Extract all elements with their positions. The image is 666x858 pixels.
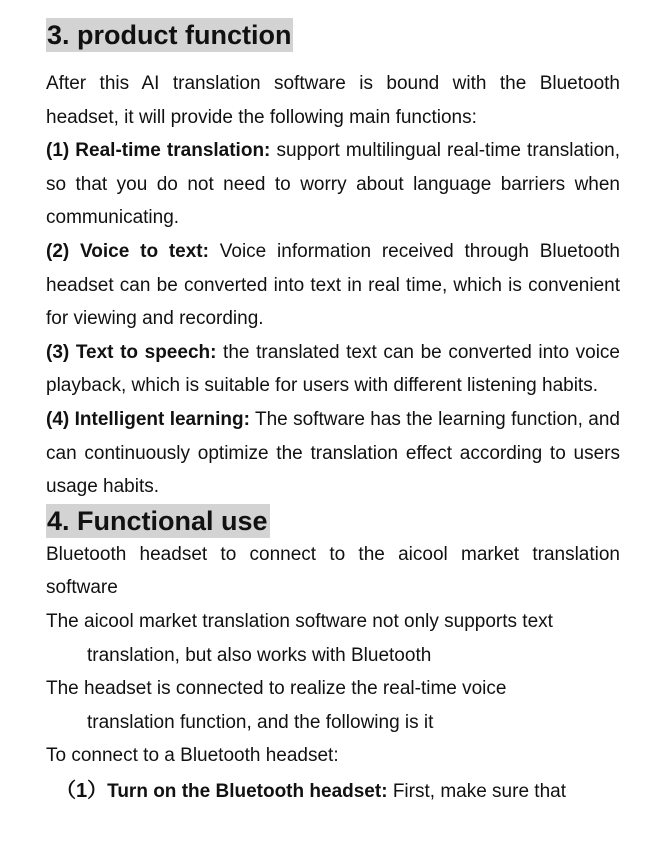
item-text: Voice information received through Bluetooth headset can be converted into text in real time, which is convenient for viewing and recording. — [46, 240, 621, 330]
paragraph-line: The headset is connected to realize the real-time voice — [46, 678, 507, 700]
function-item-intelligent-learning — [46, 403, 620, 504]
paragraph-line: The aicool market translation software not only supports text — [46, 610, 553, 632]
item-text: support multilingual real-time translation, so that you do not need to worry about language barriers when communicating. — [46, 140, 620, 229]
function-item-text-to-speech — [46, 336, 620, 403]
function-item-voice-to-text — [46, 235, 620, 336]
functional-use-paragraph-2 — [46, 605, 620, 672]
intro-paragraph: After this AI translation software is bound with the Bluetooth headset, it will provide the following main functions: — [46, 73, 620, 128]
step-label: Turn on the Bluetooth headset: — [107, 780, 388, 802]
functional-use-paragraph-3 — [46, 672, 620, 739]
step-1-turn-on-headset — [46, 773, 620, 810]
item-label: (1) Real-time translation: — [46, 140, 271, 162]
section-heading-functional-use: 4. Functional use — [47, 505, 268, 536]
step-text: First, make sure that — [387, 780, 566, 802]
item-label: (2) Voice to text: — [46, 240, 209, 262]
function-item-realtime-translation — [46, 134, 620, 235]
item-text: The software has the learning function, and can continuously optimize the translation effect according to users usage habits. — [46, 408, 620, 498]
item-text: the translated text can be converted into voice playback, which is suitable for users with different listening habits. — [46, 341, 620, 397]
step-number: （1） — [56, 779, 108, 802]
paragraph-line-indented: translation function, and the following is it — [87, 711, 434, 733]
item-label: (3) Text to speech: — [46, 341, 217, 363]
item-label: (4) Intelligent learning: — [46, 408, 250, 430]
document-page — [46, 18, 620, 810]
functional-use-paragraph-4: To connect to a Bluetooth headset: — [46, 745, 339, 767]
section-heading-product-function: 3. product function — [47, 20, 292, 50]
functional-use-paragraph-1: Bluetooth headset to connect to the aicool market translation software — [46, 543, 620, 599]
paragraph-line-indented: translation, but also works with Bluetooth — [87, 644, 432, 666]
